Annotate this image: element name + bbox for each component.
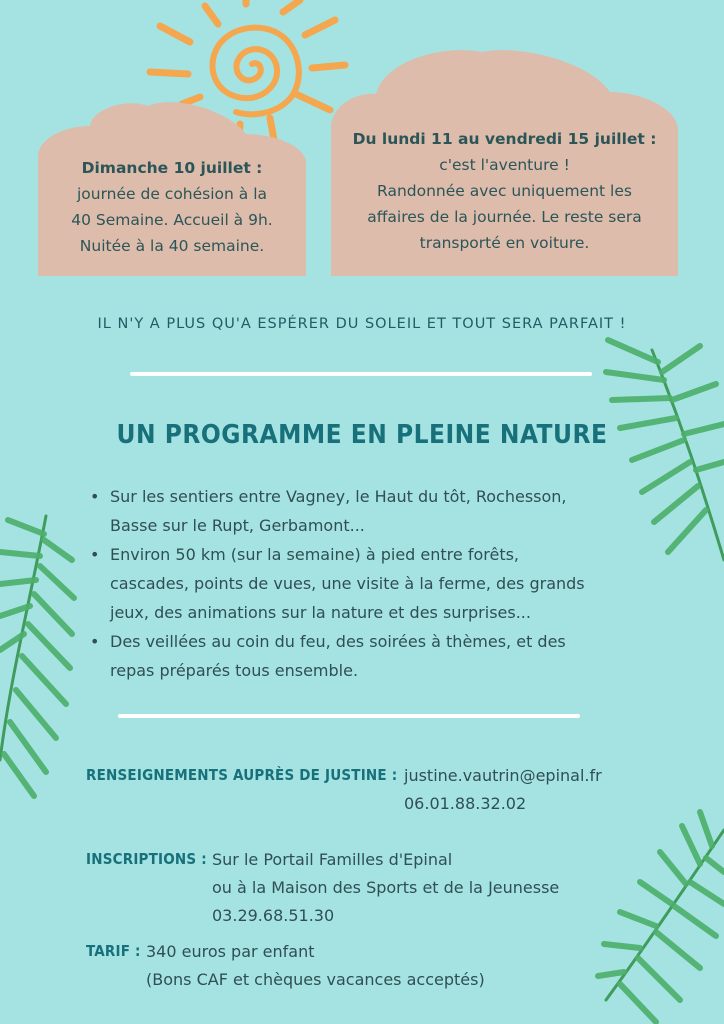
contact-phone[interactable]: 06.01.88.32.02 — [404, 794, 527, 813]
inscriptions-line: ou à la Maison des Sports et de la Jeunesse — [212, 878, 560, 897]
bullet-icon: • — [90, 487, 100, 506]
section-title: UN PROGRAMME EN PLEINE NATURE — [116, 420, 608, 450]
list-item-line: Sur les sentiers entre Vagney, le Haut du tôt, Rochesson, — [110, 487, 567, 506]
cloud-left-text — [38, 155, 306, 259]
list-item-line: Des veillées au coin du feu, des soirées à thèmes, et des — [110, 632, 566, 651]
contact-email[interactable]: justine.vautrin@epinal.fr — [404, 766, 602, 785]
inscriptions-info — [212, 846, 559, 930]
event-text-line: c'est l'aventure ! — [439, 156, 570, 174]
cloud-right-text — [331, 126, 678, 256]
inscriptions-label: INSCRIPTIONS : — [86, 850, 207, 868]
bullet-icon: • — [90, 632, 100, 651]
list-item — [88, 482, 648, 540]
event-text-line: affaires de la journée. Le reste sera — [367, 208, 642, 226]
divider — [130, 372, 592, 376]
tagline: IL N'Y A PLUS QU'A ESPÉRER DU SOLEIL ET TOUT SERA PARFAIT ! — [97, 316, 627, 332]
event-text-line: journée de cohésion à la — [76, 185, 268, 203]
list-item-line: jeux, des animations sur la nature et des surprises... — [110, 603, 531, 622]
event-text-line: 40 Semaine. Accueil à 9h. — [71, 211, 273, 229]
event-date-heading: Du lundi 11 au vendredi 15 juillet : — [352, 130, 657, 148]
divider — [118, 714, 580, 718]
contact-label: RENSEIGNEMENTS AUPRÈS DE JUSTINE : — [86, 766, 398, 784]
inscriptions-phone[interactable]: 03.29.68.51.30 — [212, 906, 335, 925]
list-item-line: Environ 50 km (sur la semaine) à pied entre forêts, — [110, 545, 520, 564]
list-item-line: repas préparés tous ensemble. — [110, 661, 359, 680]
program-list — [88, 482, 648, 685]
tarif-info — [146, 938, 485, 994]
bullet-icon: • — [90, 545, 100, 564]
list-item — [88, 627, 648, 685]
event-text-line: transporté en voiture. — [419, 234, 590, 252]
list-item-line: Basse sur le Rupt, Gerbamont... — [110, 516, 365, 535]
list-item-line: cascades, points de vues, une visite à la ferme, des grands — [110, 574, 585, 593]
event-text-line: Nuitée à la 40 semaine. — [79, 237, 265, 255]
inscriptions-line: Sur le Portail Familles d'Epinal — [212, 850, 453, 869]
tarif-line: 340 euros par enfant — [146, 942, 315, 961]
tarif-label: TARIF : — [86, 942, 141, 960]
event-date-heading: Dimanche 10 juillet : — [81, 159, 263, 177]
contact-info — [404, 762, 602, 818]
list-item — [88, 540, 648, 627]
event-text-line: Randonnée avec uniquement les — [377, 182, 632, 200]
tarif-line: (Bons CAF et chèques vacances acceptés) — [146, 970, 485, 989]
